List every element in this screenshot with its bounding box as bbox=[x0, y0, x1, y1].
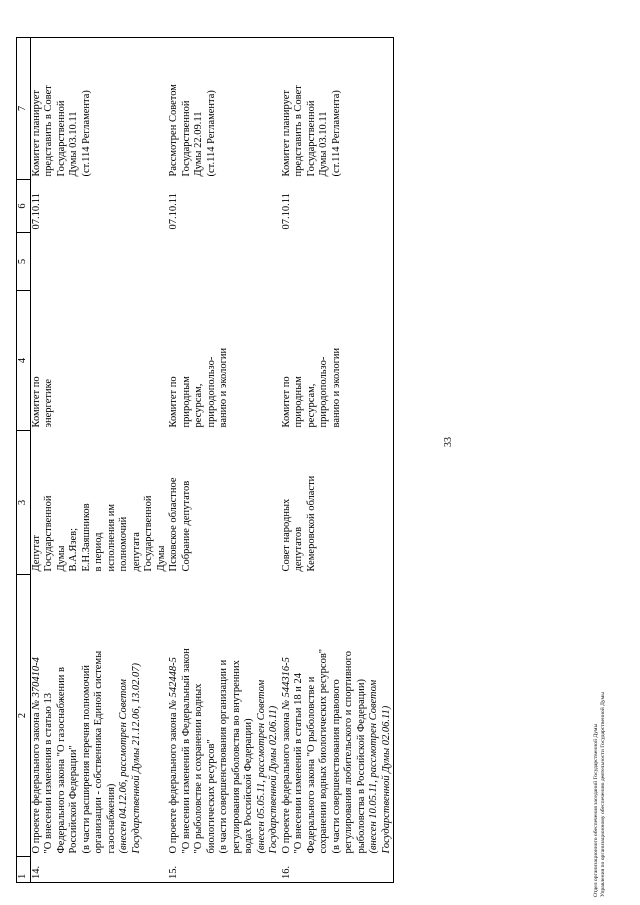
initiator-line: Собрание депутатов bbox=[180, 480, 192, 572]
committee-line: ванию и экологии bbox=[330, 347, 342, 428]
bill-title-line: (в части расширения перечня полномочий bbox=[80, 665, 92, 854]
bill-title-prefix: О проекте федерального закона bbox=[168, 709, 179, 854]
status-line: Комитет планирует bbox=[30, 90, 42, 177]
bill-note-line: (внесен 10.05.11, рассмотрен Советом bbox=[368, 679, 379, 854]
footer bbox=[593, 692, 607, 897]
committee-line: природопользо- bbox=[205, 356, 217, 428]
initiator-line: Государственной bbox=[43, 495, 54, 572]
committee-cell bbox=[281, 291, 394, 431]
date-cell: 07.10.11 bbox=[281, 180, 394, 233]
bill-title-line: (в части совершенствования правового bbox=[330, 679, 342, 854]
row-number: 14. bbox=[30, 857, 168, 883]
bill-note-line: (внесен 05.05.11, рассмотрен Советом bbox=[255, 679, 267, 854]
footer-line: Управления по организационному обеспечению деятельности Государственной Думы bbox=[600, 692, 606, 897]
column-header: 2 bbox=[17, 575, 31, 857]
bill-note-line: Государственной Думы 02.06.11) bbox=[268, 705, 279, 854]
committee-line: ресурсам, bbox=[193, 383, 204, 428]
initiator-cell bbox=[30, 431, 168, 575]
bill-title-line: организации - собственника Единой системы bbox=[93, 650, 104, 854]
committee-line: природопользо- bbox=[318, 356, 329, 428]
status-line: (ст.114 Регламента) bbox=[205, 90, 217, 177]
bill-title-lead bbox=[281, 578, 294, 854]
committee-line: Комитет по bbox=[280, 376, 292, 428]
initiator-line: Государственной bbox=[143, 495, 154, 572]
bill-number: № 542448-5 bbox=[168, 657, 179, 710]
committee-cell bbox=[168, 291, 281, 431]
initiator-line: депутата bbox=[130, 532, 142, 572]
table-row bbox=[168, 38, 281, 883]
date-cell: 07.10.11 bbox=[168, 193, 179, 230]
bill-title-lead bbox=[31, 578, 44, 854]
column5-cell bbox=[281, 233, 394, 291]
row-number: 15. bbox=[168, 857, 281, 883]
bill-note-line: Государственной Думы 02.06.11) bbox=[380, 705, 392, 854]
initiator-line: Совет народных bbox=[280, 498, 292, 572]
committee-line: природным bbox=[180, 376, 192, 428]
bill-title-line: "О рыболовстве и сохранении водных bbox=[193, 683, 204, 854]
initiator-line: Депутат bbox=[30, 534, 42, 572]
column-header: 7 bbox=[17, 38, 31, 180]
initiator-line: полномочий bbox=[118, 516, 129, 572]
footer-line: Отдел организационного обеспечения заседаний Государственной Думы bbox=[593, 723, 599, 897]
status-line: Комитет планирует bbox=[280, 90, 292, 177]
bill-title-prefix: О проекте федерального закона bbox=[30, 709, 42, 854]
bill-title-line: водах Российской Федерации) bbox=[243, 718, 254, 854]
status-line: представить в Совет bbox=[43, 85, 54, 177]
bill-title-line: "О внесении изменений в Федеральный закон bbox=[180, 648, 192, 854]
status-line: (ст.114 Регламента) bbox=[80, 90, 92, 177]
initiator-line: Кемеровской области bbox=[305, 475, 317, 572]
bill-title-line: биологических ресурсов" bbox=[205, 739, 217, 854]
table-row bbox=[30, 38, 168, 883]
status-line: Рассмотрен Советом bbox=[168, 84, 179, 177]
column-header: 4 bbox=[17, 291, 31, 431]
status-line: Государственной bbox=[305, 100, 317, 177]
committee-line: энергетике bbox=[43, 378, 54, 428]
status-line: Думы 22.09.11 bbox=[193, 111, 204, 177]
committee-line: ванию и экологии bbox=[218, 347, 229, 428]
status-cell bbox=[168, 38, 281, 180]
status-line: Государственной bbox=[180, 100, 192, 177]
status-line: (ст.114 Регламента) bbox=[330, 90, 342, 177]
status-line: представить в Совет bbox=[293, 85, 304, 177]
bills-table bbox=[16, 37, 394, 883]
date-cell: 07.10.11 bbox=[30, 193, 42, 230]
bill-note-line: Государственной Думы 21.12.06, 13.02.07) bbox=[130, 663, 142, 854]
bill-title-line: регулирования любительского и спортивного bbox=[343, 651, 354, 854]
column-header: 6 bbox=[17, 180, 31, 233]
committee-line: природным bbox=[293, 376, 304, 428]
committee-line: ресурсам, bbox=[305, 383, 317, 428]
bill-title-line: "О внесении изменений в статьи 18 и 24 bbox=[293, 673, 304, 854]
initiator-cell bbox=[168, 431, 281, 575]
page-number: 33 bbox=[443, 437, 454, 447]
bill-number: № 544316-5 bbox=[280, 657, 292, 710]
initiator-cell bbox=[281, 431, 394, 575]
initiator-line: Е.Н.Заяшников bbox=[80, 503, 92, 572]
bill-title-line: сохранении водных биологических ресурсов" bbox=[318, 648, 329, 854]
status-line: Думы 03.10.11 bbox=[68, 111, 79, 177]
table-row bbox=[281, 38, 394, 883]
bill-title-cell bbox=[30, 575, 168, 857]
status-line: Государственной bbox=[55, 100, 67, 177]
committee-line: Комитет по bbox=[168, 376, 179, 428]
bill-title-prefix: О проекте федерального закона bbox=[280, 709, 292, 854]
committee-line: Комитет по bbox=[30, 376, 42, 428]
bill-title-cell bbox=[168, 575, 281, 857]
initiator-line: депутатов bbox=[293, 526, 304, 572]
bill-title-line: регулирования рыболовства во внутренних bbox=[230, 660, 242, 854]
column-header: 3 bbox=[17, 431, 31, 575]
bill-title-line: Российской Федерации" bbox=[68, 745, 79, 854]
initiator-line: Думы bbox=[155, 545, 167, 572]
header-row bbox=[17, 38, 31, 883]
bill-title-line: Федерального закона "О рыболовстве и bbox=[305, 676, 317, 854]
initiator-line: исполнения им bbox=[105, 504, 117, 572]
initiator-line: В.А.Язев; bbox=[68, 527, 79, 572]
bill-title-line: "О внесении изменения в статью 13 bbox=[43, 692, 54, 854]
bill-number: № 370410-4 bbox=[30, 657, 42, 710]
initiator-line: Псковское областное bbox=[168, 477, 179, 572]
status-line: Думы 03.10.11 bbox=[318, 111, 329, 177]
initiator-line: Думы bbox=[55, 545, 67, 572]
column-header: 1 bbox=[17, 857, 31, 883]
bill-title-lead bbox=[168, 578, 181, 854]
status-cell bbox=[30, 38, 168, 180]
column5-cell bbox=[30, 233, 168, 291]
bill-title-cell bbox=[281, 575, 394, 857]
column-header: 5 bbox=[17, 233, 31, 291]
row-number: 16. bbox=[281, 857, 394, 883]
initiator-line: в период bbox=[93, 532, 104, 572]
status-cell bbox=[281, 38, 394, 180]
column5-cell bbox=[168, 233, 281, 291]
bill-title-line: Федерального закона "О газоснабжении в bbox=[55, 667, 67, 854]
bill-title-line: (в части совершенствования организации и bbox=[218, 659, 229, 854]
committee-cell bbox=[30, 291, 168, 431]
bill-title-line: газоснабжения) bbox=[105, 783, 117, 854]
bill-note-line: (внесен 04.12.06, рассмотрен Советом bbox=[118, 679, 129, 854]
bill-title-line: рыболовства в Российской Федерации) bbox=[355, 678, 367, 854]
